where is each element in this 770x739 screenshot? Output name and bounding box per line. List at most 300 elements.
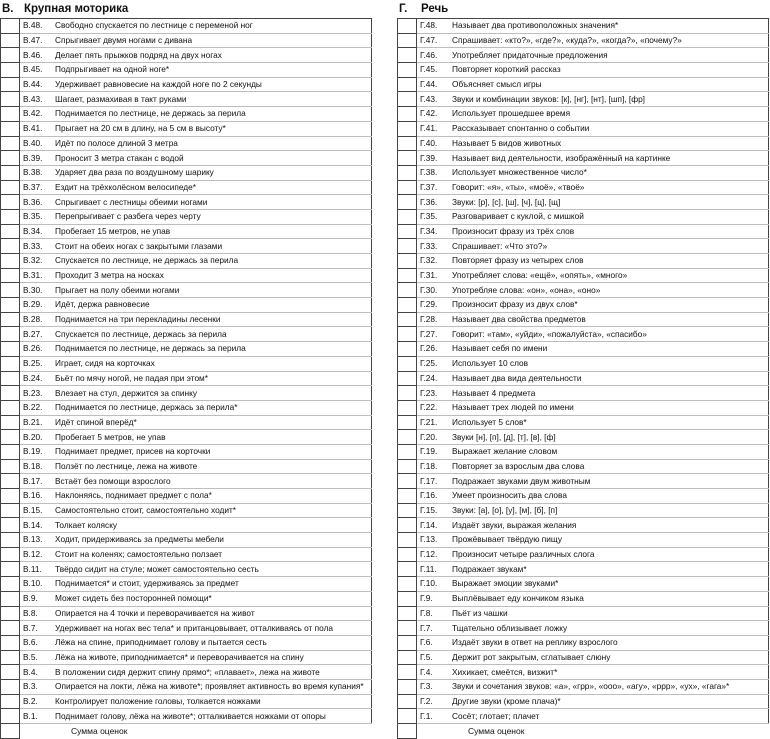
sum-row bbox=[398, 724, 769, 739]
item-text: Тщательно облизывает ложку bbox=[450, 621, 769, 636]
score-checkbox[interactable] bbox=[398, 283, 417, 298]
score-checkbox[interactable] bbox=[1, 621, 20, 636]
score-checkbox[interactable] bbox=[1, 195, 20, 210]
score-checkbox[interactable] bbox=[1, 533, 20, 548]
item-text: Называет 5 видов животных bbox=[450, 136, 769, 151]
item-code: Г.26. bbox=[417, 342, 451, 357]
table-row bbox=[1, 562, 372, 577]
score-checkbox[interactable] bbox=[1, 562, 20, 577]
item-text: Спрыгивает двумя ногами с дивана bbox=[53, 33, 372, 48]
section-title: Речь bbox=[421, 3, 449, 15]
item-text: Поднимает предмет, присев на корточки bbox=[53, 444, 372, 459]
item-text: Употребляет слова: «ещё», «опять», «много» bbox=[450, 268, 769, 283]
item-code: В.34. bbox=[20, 224, 54, 239]
score-checkbox[interactable] bbox=[398, 195, 417, 210]
table-row bbox=[1, 92, 372, 107]
item-text: Использует 5 слов* bbox=[450, 415, 769, 430]
table-row bbox=[398, 665, 769, 680]
table-row bbox=[1, 606, 372, 621]
score-checkbox[interactable] bbox=[1, 444, 20, 459]
score-checkbox[interactable] bbox=[398, 591, 417, 606]
score-checkbox[interactable] bbox=[1, 415, 20, 430]
item-code: Г.32. bbox=[417, 254, 451, 269]
item-code: В.30. bbox=[20, 283, 54, 298]
score-checkbox[interactable] bbox=[1, 48, 20, 63]
item-text: Подражает звуками двум животным bbox=[450, 474, 769, 489]
table-row bbox=[398, 474, 769, 489]
item-text: Подражает звукам* bbox=[450, 562, 769, 577]
score-checkbox[interactable] bbox=[1, 63, 20, 78]
table-row bbox=[1, 224, 372, 239]
score-checkbox[interactable] bbox=[398, 665, 417, 680]
item-text: Прыгает на 20 см в длину, на 5 см в высоту* bbox=[53, 121, 372, 136]
item-code: В.40. bbox=[20, 136, 54, 151]
score-checkbox[interactable] bbox=[398, 298, 417, 313]
item-text: Говорит: «там», «уйди», «пожалуйста», «спасибо» bbox=[450, 327, 769, 342]
item-text: Рассказывает спонтанно о событии bbox=[450, 121, 769, 136]
score-checkbox[interactable] bbox=[398, 33, 417, 48]
score-checkbox[interactable] bbox=[1, 459, 20, 474]
item-text: Подпрыгивает на одной ноге* bbox=[53, 63, 372, 78]
score-checkbox[interactable] bbox=[1, 136, 20, 151]
score-checkbox[interactable] bbox=[1, 180, 20, 195]
item-text: Контролирует положение головы, толкается ножками bbox=[53, 694, 372, 709]
sum-label: Сумма оценок bbox=[468, 725, 525, 736]
item-code: Г.23. bbox=[417, 386, 451, 401]
table-row bbox=[1, 254, 372, 269]
table-row bbox=[1, 400, 372, 415]
item-code: В.37. bbox=[20, 180, 54, 195]
table-row bbox=[398, 694, 769, 709]
table-row bbox=[398, 489, 769, 504]
score-checkbox[interactable] bbox=[1, 650, 20, 665]
item-text: Идёт, держа равновесие bbox=[53, 298, 372, 313]
score-checkbox[interactable] bbox=[398, 121, 417, 136]
table-row bbox=[1, 77, 372, 92]
item-code: Г.25. bbox=[417, 356, 451, 371]
item-text: Пробегает 15 метров, не упав bbox=[53, 224, 372, 239]
score-checkbox[interactable] bbox=[398, 327, 417, 342]
score-checkbox[interactable] bbox=[1, 356, 20, 371]
score-checkbox[interactable] bbox=[1, 635, 20, 650]
table-row bbox=[1, 621, 372, 636]
item-text: Влезает на стул, держится за спинку bbox=[53, 386, 372, 401]
item-code: Г.31. bbox=[417, 268, 451, 283]
score-checkbox[interactable] bbox=[398, 459, 417, 474]
score-checkbox[interactable] bbox=[398, 533, 417, 548]
score-checkbox[interactable] bbox=[398, 679, 417, 694]
table-row bbox=[398, 268, 769, 283]
item-text: Играет, сидя на корточках bbox=[53, 356, 372, 371]
item-text: Употребляе слова: «он», «она», «оно» bbox=[450, 283, 769, 298]
score-checkbox[interactable] bbox=[1, 165, 20, 180]
table-row bbox=[1, 709, 372, 724]
item-code: Г.16. bbox=[417, 489, 451, 504]
table-row bbox=[398, 591, 769, 606]
item-code: Г.44. bbox=[417, 77, 451, 92]
score-checkbox[interactable] bbox=[398, 709, 417, 724]
score-checkbox[interactable] bbox=[1, 151, 20, 166]
score-checkbox[interactable] bbox=[1, 77, 20, 92]
score-checkbox[interactable] bbox=[1, 503, 20, 518]
item-code: В.38. bbox=[20, 165, 54, 180]
sum-score-box[interactable] bbox=[398, 724, 417, 739]
item-code: В.10. bbox=[20, 577, 54, 592]
item-code: Г.41. bbox=[417, 121, 451, 136]
table-row bbox=[1, 327, 372, 342]
item-text: Встаёт без помощи взрослого bbox=[53, 474, 372, 489]
item-text: Использует 10 слов bbox=[450, 356, 769, 371]
item-text: Спускается по лестнице, не держась за перила bbox=[53, 254, 372, 269]
score-checkbox[interactable] bbox=[1, 709, 20, 724]
item-text: Называет два свойства предметов bbox=[450, 312, 769, 327]
table-row bbox=[398, 371, 769, 386]
table-row bbox=[398, 415, 769, 430]
item-code: Г.34. bbox=[417, 224, 451, 239]
item-text: Сосёт; глотает; плачет bbox=[450, 709, 769, 724]
score-checkbox[interactable] bbox=[398, 107, 417, 122]
item-code: Г.43. bbox=[417, 92, 451, 107]
score-checkbox[interactable] bbox=[398, 342, 417, 357]
score-checkbox[interactable] bbox=[1, 224, 20, 239]
score-checkbox[interactable] bbox=[1, 342, 20, 357]
score-checkbox[interactable] bbox=[398, 474, 417, 489]
score-checkbox[interactable] bbox=[1, 312, 20, 327]
item-code: Г.1. bbox=[417, 709, 451, 724]
table-row bbox=[398, 356, 769, 371]
score-checkbox[interactable] bbox=[398, 254, 417, 269]
table-row bbox=[398, 400, 769, 415]
table-row bbox=[398, 503, 769, 518]
item-text: Объясняет смысл игры bbox=[450, 77, 769, 92]
item-text: Поднимается по лестнице, не держась за перила bbox=[53, 107, 372, 122]
item-code: Г.48. bbox=[417, 19, 451, 34]
item-code: В.19. bbox=[20, 444, 54, 459]
score-checkbox[interactable] bbox=[1, 474, 20, 489]
item-text: Лёжа на животе, приподнимается* и переворачивается на спину bbox=[53, 650, 372, 665]
score-checkbox[interactable] bbox=[398, 224, 417, 239]
score-checkbox[interactable] bbox=[398, 239, 417, 254]
table-row bbox=[398, 180, 769, 195]
score-checkbox[interactable] bbox=[1, 679, 20, 694]
item-text: Поднимает голову, лёжа на животе*; отталкивается ножками от опоры bbox=[53, 709, 372, 724]
item-code: В.22. bbox=[20, 400, 54, 415]
table-row bbox=[1, 63, 372, 78]
item-text: Идёт спиной вперёд* bbox=[53, 415, 372, 430]
score-checkbox[interactable] bbox=[398, 577, 417, 592]
score-checkbox[interactable] bbox=[1, 19, 20, 34]
table-row bbox=[398, 327, 769, 342]
item-code: Г.28. bbox=[417, 312, 451, 327]
item-code: Г.20. bbox=[417, 430, 451, 445]
table-row bbox=[398, 679, 769, 694]
table-row bbox=[1, 107, 372, 122]
score-checkbox[interactable] bbox=[398, 77, 417, 92]
item-text: Издаёт звуки в ответ на реплику взрослого bbox=[450, 635, 769, 650]
score-checkbox[interactable] bbox=[398, 371, 417, 386]
table-row bbox=[398, 533, 769, 548]
item-code: В.41. bbox=[20, 121, 54, 136]
item-code: В.11. bbox=[20, 562, 54, 577]
table-row bbox=[398, 121, 769, 136]
score-checkbox[interactable] bbox=[1, 209, 20, 224]
score-checkbox[interactable] bbox=[398, 209, 417, 224]
item-code: В.9. bbox=[20, 591, 54, 606]
item-code: В.17. bbox=[20, 474, 54, 489]
item-text: Звуки: [а], [о], [у], [м], [б], [п] bbox=[450, 503, 769, 518]
item-code: Г.40. bbox=[417, 136, 451, 151]
score-checkbox[interactable] bbox=[1, 92, 20, 107]
score-checkbox[interactable] bbox=[398, 19, 417, 34]
table-row bbox=[398, 165, 769, 180]
score-checkbox[interactable] bbox=[1, 577, 20, 592]
item-code: В.25. bbox=[20, 356, 54, 371]
item-code: В.28. bbox=[20, 312, 54, 327]
score-checkbox[interactable] bbox=[398, 180, 417, 195]
score-checkbox[interactable] bbox=[1, 298, 20, 313]
table-row bbox=[1, 459, 372, 474]
item-text: Звуки и сочетания звуков: «а», «грр», «ооо», «агу», «ррр», «ух», «гага»* bbox=[450, 679, 769, 694]
score-checkbox[interactable] bbox=[1, 489, 20, 504]
score-checkbox[interactable] bbox=[398, 386, 417, 401]
item-code: Г.45. bbox=[417, 63, 451, 78]
table-row bbox=[398, 606, 769, 621]
item-text: Произносит фразу из трёх слов bbox=[450, 224, 769, 239]
items-table bbox=[0, 18, 372, 739]
score-checkbox[interactable] bbox=[1, 665, 20, 680]
item-text: Шагает, размахивая в такт руками bbox=[53, 92, 372, 107]
item-text: Стоит на коленях; самостоятельно ползает bbox=[53, 547, 372, 562]
item-text: Бьёт по мячу ногой, не падая при этом* bbox=[53, 371, 372, 386]
section-gross-motor bbox=[0, 0, 372, 739]
score-checkbox[interactable] bbox=[1, 107, 20, 122]
item-code: В.18. bbox=[20, 459, 54, 474]
score-checkbox[interactable] bbox=[1, 254, 20, 269]
item-text: Прыгает на полу обеими ногами bbox=[53, 283, 372, 298]
score-checkbox[interactable] bbox=[398, 48, 417, 63]
table-row bbox=[1, 533, 372, 548]
score-checkbox[interactable] bbox=[1, 547, 20, 562]
item-text: Выражает эмоции звуками* bbox=[450, 577, 769, 592]
score-checkbox[interactable] bbox=[398, 430, 417, 445]
table-row bbox=[1, 151, 372, 166]
table-row bbox=[398, 444, 769, 459]
item-code: Г.22. bbox=[417, 400, 451, 415]
item-code: В.36. bbox=[20, 195, 54, 210]
item-code: Г.9. bbox=[417, 591, 451, 606]
section-header bbox=[397, 0, 769, 18]
score-checkbox[interactable] bbox=[398, 268, 417, 283]
item-text: Произносит четыре различных слога bbox=[450, 547, 769, 562]
score-checkbox[interactable] bbox=[1, 121, 20, 136]
score-checkbox[interactable] bbox=[398, 415, 417, 430]
item-text: Удерживает равновесие на каждой ноге по 2 секунды bbox=[53, 77, 372, 92]
item-code: В.20. bbox=[20, 430, 54, 445]
score-checkbox[interactable] bbox=[1, 606, 20, 621]
item-text: Ползёт по лестнице, лежа на животе bbox=[53, 459, 372, 474]
score-checkbox[interactable] bbox=[398, 165, 417, 180]
table-row bbox=[1, 283, 372, 298]
item-code: Г.36. bbox=[417, 195, 451, 210]
item-code: В.42. bbox=[20, 107, 54, 122]
item-code: Г.39. bbox=[417, 151, 451, 166]
score-checkbox[interactable] bbox=[398, 650, 417, 665]
item-text: Опирается на 4 точки и переворачивается на живот bbox=[53, 606, 372, 621]
table-row bbox=[398, 283, 769, 298]
item-text: Поднимается по лестнице, держась за перила* bbox=[53, 400, 372, 415]
item-text: Ударяет два раза по воздушному шарику bbox=[53, 165, 372, 180]
table-row bbox=[1, 298, 372, 313]
item-code: Г.19. bbox=[417, 444, 451, 459]
item-text: Спускается по лестнице, держась за перила bbox=[53, 327, 372, 342]
score-checkbox[interactable] bbox=[1, 694, 20, 709]
item-text: Называет трех людей по имени bbox=[450, 400, 769, 415]
table-row bbox=[1, 48, 372, 63]
item-text: Опирается на локти, лёжа на животе*; проявляет активность во время купания* bbox=[53, 679, 372, 694]
table-row bbox=[1, 635, 372, 650]
item-code: В.16. bbox=[20, 489, 54, 504]
item-text: Называет два противоположных значения* bbox=[450, 19, 769, 34]
item-text: Умеет произносить два слова bbox=[450, 489, 769, 504]
item-code: В.15. bbox=[20, 503, 54, 518]
item-text: Поднимается на три перекладины лесенки bbox=[53, 312, 372, 327]
table-row bbox=[1, 694, 372, 709]
table-row bbox=[1, 19, 372, 34]
item-text: Может сидеть без посторонней помощи* bbox=[53, 591, 372, 606]
score-checkbox[interactable] bbox=[398, 444, 417, 459]
item-text: Толкает коляску bbox=[53, 518, 372, 533]
item-code: В.31. bbox=[20, 268, 54, 283]
item-code: В.33. bbox=[20, 239, 54, 254]
score-checkbox[interactable] bbox=[1, 518, 20, 533]
item-text: Выплёвывает еду кончиком языка bbox=[450, 591, 769, 606]
score-checkbox[interactable] bbox=[398, 312, 417, 327]
score-checkbox[interactable] bbox=[398, 151, 417, 166]
score-checkbox[interactable] bbox=[398, 518, 417, 533]
item-text: Говорит: «я», «ты», «моё», «твоё» bbox=[450, 180, 769, 195]
table-row bbox=[1, 180, 372, 195]
item-code: Г.11. bbox=[417, 562, 451, 577]
score-checkbox[interactable] bbox=[398, 562, 417, 577]
table-row bbox=[398, 312, 769, 327]
score-checkbox[interactable] bbox=[398, 356, 417, 371]
item-code: В.45. bbox=[20, 63, 54, 78]
item-code: В.24. bbox=[20, 371, 54, 386]
table-row bbox=[1, 518, 372, 533]
item-code: В.2. bbox=[20, 694, 54, 709]
item-text: Спрашивает: «кто?», «где?», «куда?», «когда?», «почему?» bbox=[450, 33, 769, 48]
table-row bbox=[1, 195, 372, 210]
item-code: В.12. bbox=[20, 547, 54, 562]
score-checkbox[interactable] bbox=[1, 239, 20, 254]
item-text: В положении сидя держит спину прямо*; «плавает», лежа на животе bbox=[53, 665, 372, 680]
item-text: Употребляет придаточные предложения bbox=[450, 48, 769, 63]
item-text: Ездит на трёхколёсном велосипеде* bbox=[53, 180, 372, 195]
item-text: Пьёт из чашки bbox=[450, 606, 769, 621]
score-checkbox[interactable] bbox=[398, 503, 417, 518]
score-checkbox[interactable] bbox=[398, 400, 417, 415]
score-checkbox[interactable] bbox=[398, 489, 417, 504]
item-code: Г.35. bbox=[417, 209, 451, 224]
item-code: Г.2. bbox=[417, 694, 451, 709]
table-row bbox=[1, 209, 372, 224]
item-text: Называет себя по имени bbox=[450, 342, 769, 357]
item-code: Г.21. bbox=[417, 415, 451, 430]
item-code: Г.42. bbox=[417, 107, 451, 122]
item-code: Г.37. bbox=[417, 180, 451, 195]
item-text: Издаёт звуки, выражая желания bbox=[450, 518, 769, 533]
item-text: Поднимается по лестнице, не держась за перила bbox=[53, 342, 372, 357]
table-row bbox=[1, 165, 372, 180]
table-row bbox=[398, 92, 769, 107]
score-checkbox[interactable] bbox=[398, 547, 417, 562]
table-row bbox=[1, 547, 372, 562]
table-row bbox=[1, 444, 372, 459]
items-table bbox=[397, 18, 769, 739]
table-row bbox=[398, 239, 769, 254]
score-checkbox[interactable] bbox=[398, 606, 417, 621]
score-checkbox[interactable] bbox=[1, 268, 20, 283]
score-checkbox[interactable] bbox=[1, 591, 20, 606]
item-code: Г.7. bbox=[417, 621, 451, 636]
score-checkbox[interactable] bbox=[1, 283, 20, 298]
item-code: Г.24. bbox=[417, 371, 451, 386]
score-checkbox[interactable] bbox=[1, 33, 20, 48]
score-checkbox[interactable] bbox=[1, 386, 20, 401]
score-checkbox[interactable] bbox=[1, 371, 20, 386]
score-checkbox[interactable] bbox=[1, 327, 20, 342]
item-code: В.23. bbox=[20, 386, 54, 401]
score-checkbox[interactable] bbox=[1, 430, 20, 445]
score-checkbox[interactable] bbox=[398, 136, 417, 151]
item-text: Удерживает на ногах вес тела* и пританцовывает, отталкиваясь от пола bbox=[53, 621, 372, 636]
item-text: Повторяет за взрослым два слова bbox=[450, 459, 769, 474]
score-checkbox[interactable] bbox=[398, 635, 417, 650]
item-text: Твёрдо сидит на стуле; может самостоятельно сесть bbox=[53, 562, 372, 577]
item-code: В.21. bbox=[20, 415, 54, 430]
table-row bbox=[398, 709, 769, 724]
score-checkbox[interactable] bbox=[1, 400, 20, 415]
table-row bbox=[398, 63, 769, 78]
item-text: Звуки [н], [п], [д], [т], [в], [ф] bbox=[450, 430, 769, 445]
item-text: Спрашивает: «Что это?» bbox=[450, 239, 769, 254]
item-text: Наклоняясь, поднимает предмет с пола* bbox=[53, 489, 372, 504]
item-code: Г.47. bbox=[417, 33, 451, 48]
table-row bbox=[1, 356, 372, 371]
sum-score-box[interactable] bbox=[1, 724, 20, 739]
item-text: Повторяет фразу из четырех слов bbox=[450, 254, 769, 269]
item-code: Г.13. bbox=[417, 533, 451, 548]
table-row bbox=[1, 577, 372, 592]
section-letter: В. bbox=[2, 3, 14, 15]
item-code: В.44. bbox=[20, 77, 54, 92]
score-checkbox[interactable] bbox=[398, 92, 417, 107]
item-text: Пробегает 5 метров, не упав bbox=[53, 430, 372, 445]
score-checkbox[interactable] bbox=[398, 621, 417, 636]
item-text: Называет вид деятельности, изображённый на картинке bbox=[450, 151, 769, 166]
table-row bbox=[398, 635, 769, 650]
item-text: Звуки: [р], [с], [ш], [ч], [ц], [щ] bbox=[450, 195, 769, 210]
table-row bbox=[1, 503, 372, 518]
table-row bbox=[398, 621, 769, 636]
item-code: Г.46. bbox=[417, 48, 451, 63]
item-text: Ходит, придерживаясь за предметы мебели bbox=[53, 533, 372, 548]
table-row bbox=[398, 224, 769, 239]
score-checkbox[interactable] bbox=[398, 63, 417, 78]
item-code: В.6. bbox=[20, 635, 54, 650]
score-checkbox[interactable] bbox=[398, 694, 417, 709]
table-row bbox=[398, 19, 769, 34]
